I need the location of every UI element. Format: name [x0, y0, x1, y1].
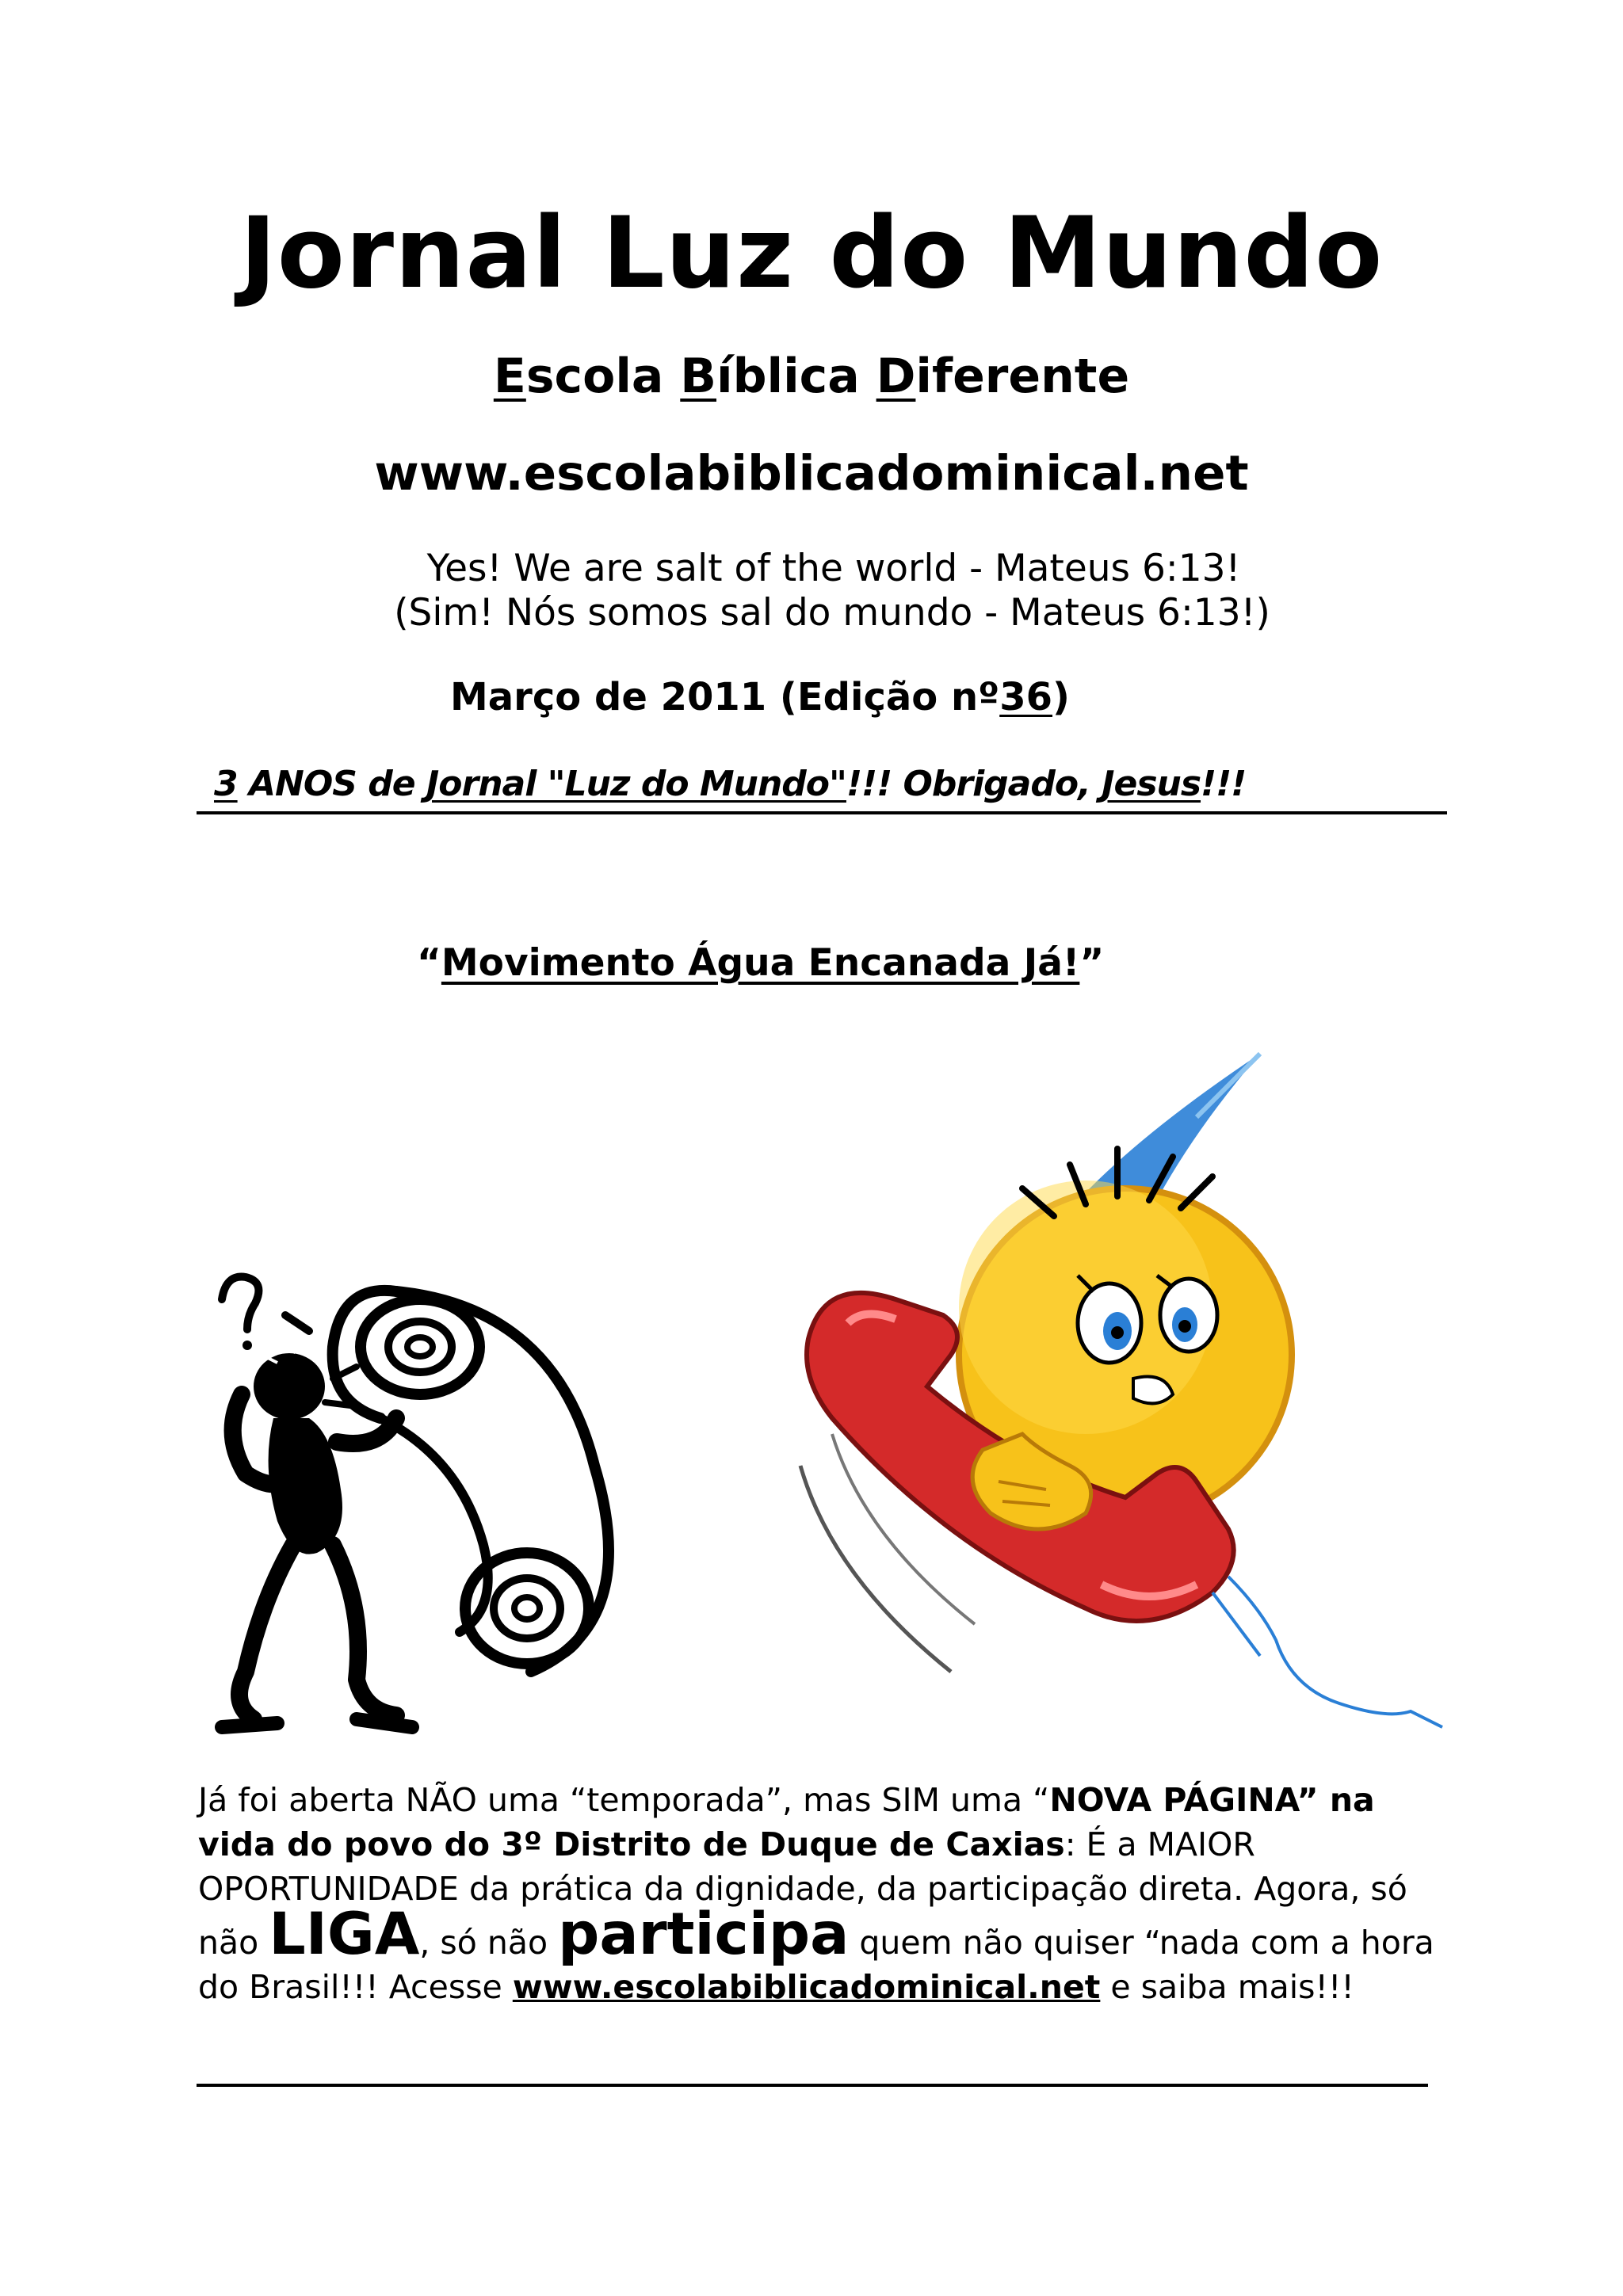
- anniversary-jesus: Jesus: [1102, 764, 1201, 804]
- anniversary-text-b: !!! Obrigado,: [846, 764, 1102, 804]
- motto-english: Yes! We are salt of the world - Mateus 6:13!: [426, 547, 1241, 590]
- headline-open-quote: “: [417, 941, 441, 985]
- anniversary-banner: [214, 764, 1246, 804]
- body-liga-word: LIGA: [269, 1901, 420, 1968]
- anniversary-text-a: ANOS de: [237, 764, 426, 804]
- website-link[interactable]: www.escolabiblicadominical.net: [512, 1968, 1101, 2006]
- motto-portuguese: (Sim! Nós somos sal do mundo - Mateus 6:13!): [394, 591, 1270, 635]
- subtitle-part-e: scola: [525, 349, 681, 404]
- subtitle-initial-e: E: [493, 349, 526, 404]
- edition-number: 36: [999, 675, 1053, 719]
- body-participa-word: participa: [558, 1901, 850, 1968]
- top-divider: [197, 811, 1447, 814]
- headline-text: Movimento Água Encanada Já!: [441, 941, 1080, 985]
- article-headline: [417, 941, 1104, 985]
- newspaper-title: Jornal Luz do Mundo: [239, 196, 1384, 311]
- subtitle-part-d: iferente: [915, 349, 1130, 404]
- edition-line: [450, 675, 1070, 719]
- anniversary-number: 3: [214, 764, 238, 804]
- subtitle-initial-b: B: [680, 349, 717, 404]
- anniversary-journal-name: Jornal "Luz do Mundo": [426, 764, 846, 804]
- body-part-5: quem não quiser “nada com a hora do Brasil!!! Acesse: [198, 1924, 1434, 2006]
- edition-prefix: Março de 2011 (Edição nº: [450, 675, 1000, 719]
- body-bold-phrase: NOVA PÁGINA” na vida do povo do 3º Distrito de Duque de Caxias: [198, 1781, 1375, 1863]
- subtitle-part-b: íblica: [716, 349, 876, 404]
- body-part-3: : É a MAIOR OPORTUNIDADE da prática da dignidade, da participação direta. Agora, só não: [198, 1825, 1407, 1962]
- subtitle: [0, 349, 1623, 404]
- article-body: [198, 1778, 1450, 2009]
- headline-close-quote: ”: [1079, 941, 1105, 985]
- body-part-1: Já foi aberta NÃO uma “temporada”, mas SIM uma “: [198, 1781, 1050, 1819]
- confused-stick-figure-phone-icon: [198, 1260, 658, 1751]
- website-header: www.escolabiblicadominical.net: [374, 445, 1249, 502]
- smiley-red-phone-icon: [785, 1038, 1458, 1735]
- subtitle-initial-d: D: [876, 349, 916, 404]
- anniversary-text-c: !!!: [1201, 764, 1247, 804]
- bottom-divider: [197, 2084, 1428, 2087]
- edition-suffix: ): [1052, 675, 1070, 719]
- body-part-6: e saiba mais!!!: [1100, 1968, 1354, 2006]
- body-part-4: , só não: [419, 1924, 559, 1962]
